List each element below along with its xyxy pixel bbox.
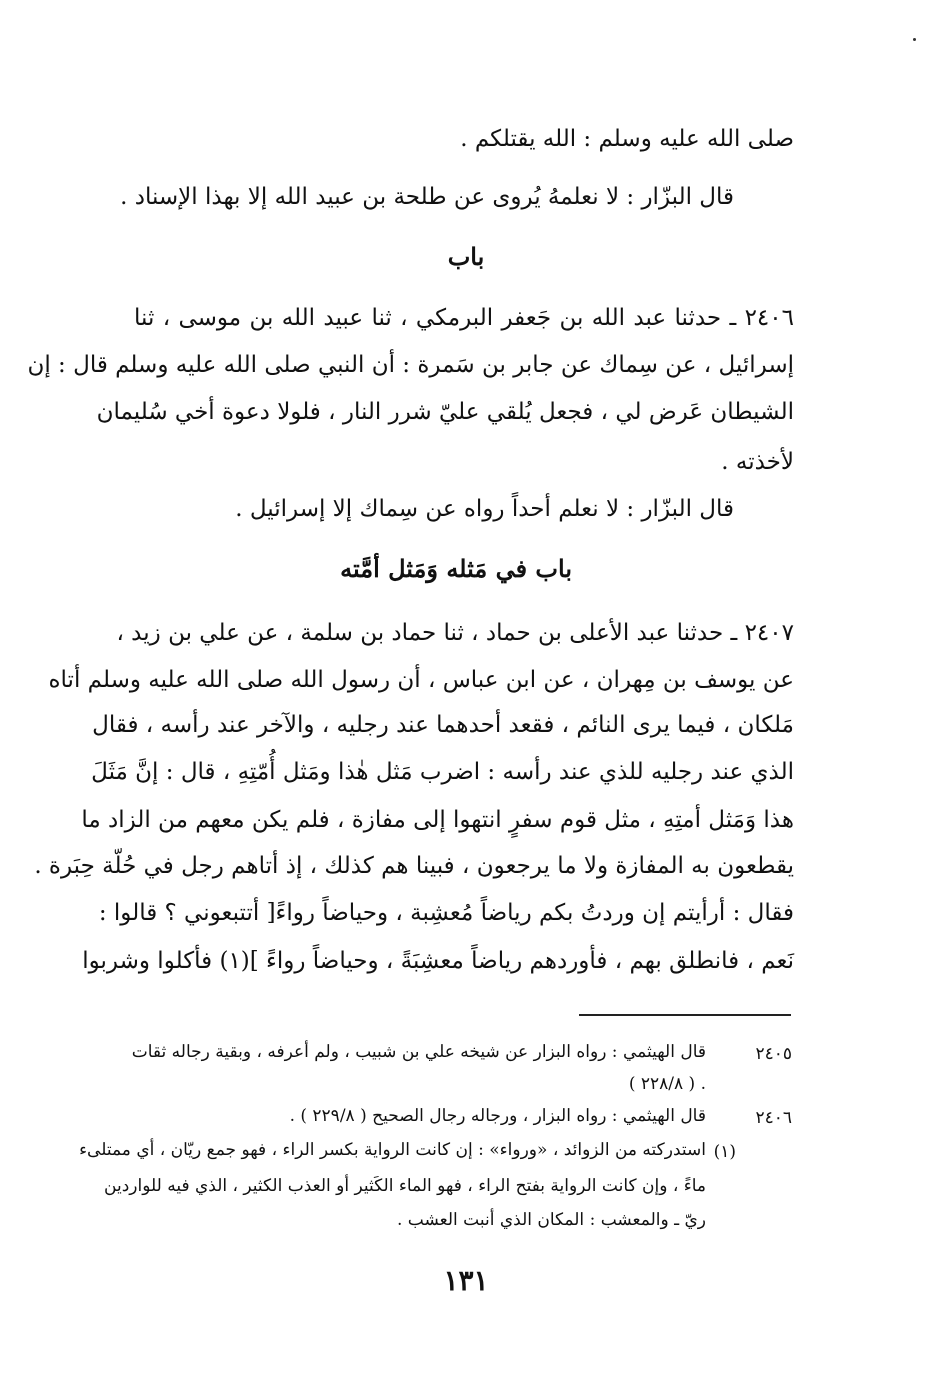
section-heading: باب [447, 242, 485, 271]
hadith-line: الذي عند رجليه للذي عند رأسه : اضرب مَثل هٰذا ومَثل أُمّتِهِ ، قال : إنَّ مَثَلَ [91, 759, 794, 785]
hadith-line: فقال : أرأيتم إن وردتُ بكم رياضاً مُعشِبة ، وحياضاً رواءً[ أتتبعوني ؟ قالوا : [98, 900, 794, 926]
footnote-line: قال الهيثمي : رواه البزار عن شيخه علي بن شبيب ، ولم أعرفه ، وبقية رجاله ثقات [131, 1042, 706, 1062]
hadith-line: لأخذته . [721, 449, 794, 475]
hadith-line: قال البزّار : لا نعلم أحداً رواه عن سِماك إلا إسرائيل . [235, 496, 734, 522]
footnote-line: ماءً ، وإن كانت الرواية بفتح الراء ، فهو الماء الكَثير أو العذب الكثير ، الذي فيه للواردين [104, 1176, 706, 1196]
footnote-line: استدركته من الزوائد ، «ورواء» : إن كانت الرواية بكسر الراء ، فهو جمع ريّان ، أي ممتلىء [79, 1140, 706, 1160]
body-line: قال البزّار : لا نعلمهُ يُروى عن طلحة بن عبيد الله إلا بهذا الإسناد . [120, 184, 734, 210]
hadith-line: ٢٤٠٦ ـ حدثنا عبد الله بن جَعفر البرمكي ، ثنا عبيد الله بن موسى ، ثنا [134, 305, 794, 331]
footnote-separator [579, 1014, 791, 1016]
page-number: ١٣١ [443, 1264, 489, 1297]
scan-speck [913, 38, 916, 41]
footnote-line: ( ٢٢٨/٨ ) . [628, 1074, 706, 1094]
footnote-line: ريّ ـ والمعشب : المكان الذي أنبت العشب . [396, 1210, 706, 1230]
footnote-number: (١) [713, 1142, 736, 1162]
footnote-line: قال الهيثمي : رواه البزار ، ورجاله رجال الصحيح ( ٢٢٩/٨ ) . [289, 1106, 706, 1126]
hadith-line: مَلكان ، فيما يرى النائم ، فقعد أحدهما عند رجليه ، والآخر عند رأسه ، فقال [92, 712, 794, 738]
footnote-number: ٢٤٠٥ [755, 1044, 792, 1064]
section-heading: باب في مَثله وَمَثل أمَّته [340, 554, 572, 583]
footnote-number: ٢٤٠٦ [755, 1108, 792, 1128]
hadith-line: يقطعون به المفازة ولا ما يرجعون ، فبينا هم كذلك ، إذ أتاهم رجل في حُلّة حِبَرة . [34, 853, 794, 879]
hadith-line: ٢٤٠٧ ـ حدثنا عبد الأعلى بن حماد ، ثنا حماد بن سلمة ، عن علي بن زيد ، [116, 620, 794, 646]
body-line: صلى الله عليه وسلم : الله يقتلكم . [460, 126, 794, 152]
hadith-line: نَعم ، فانطلق بهم ، فأوردهم رياضاً معشِبَةً ، وحياضاً رواءً ](١) فأكلوا وشربوا [82, 948, 794, 974]
hadith-line: إسرائيل ، عن سِماك عن جابر بن سَمرة : أن النبي صلى الله عليه وسلم قال : إن [27, 352, 794, 378]
hadith-line: عن يوسف بن مِهران ، عن ابن عباس ، أن رسول الله صلى الله عليه وسلم أتاه [48, 667, 794, 693]
hadith-line: هذا وَمَثل أمتِهِ ، مثل قوم سفرٍ انتهوا إلى مفازة ، فلم يكن معهم من الزاد ما [81, 807, 794, 833]
hadith-line: الشيطان عَرض لي ، فجعل يُلقي عليّ شرر النار ، فلولا دعوة أخي سُليمان [96, 399, 794, 425]
